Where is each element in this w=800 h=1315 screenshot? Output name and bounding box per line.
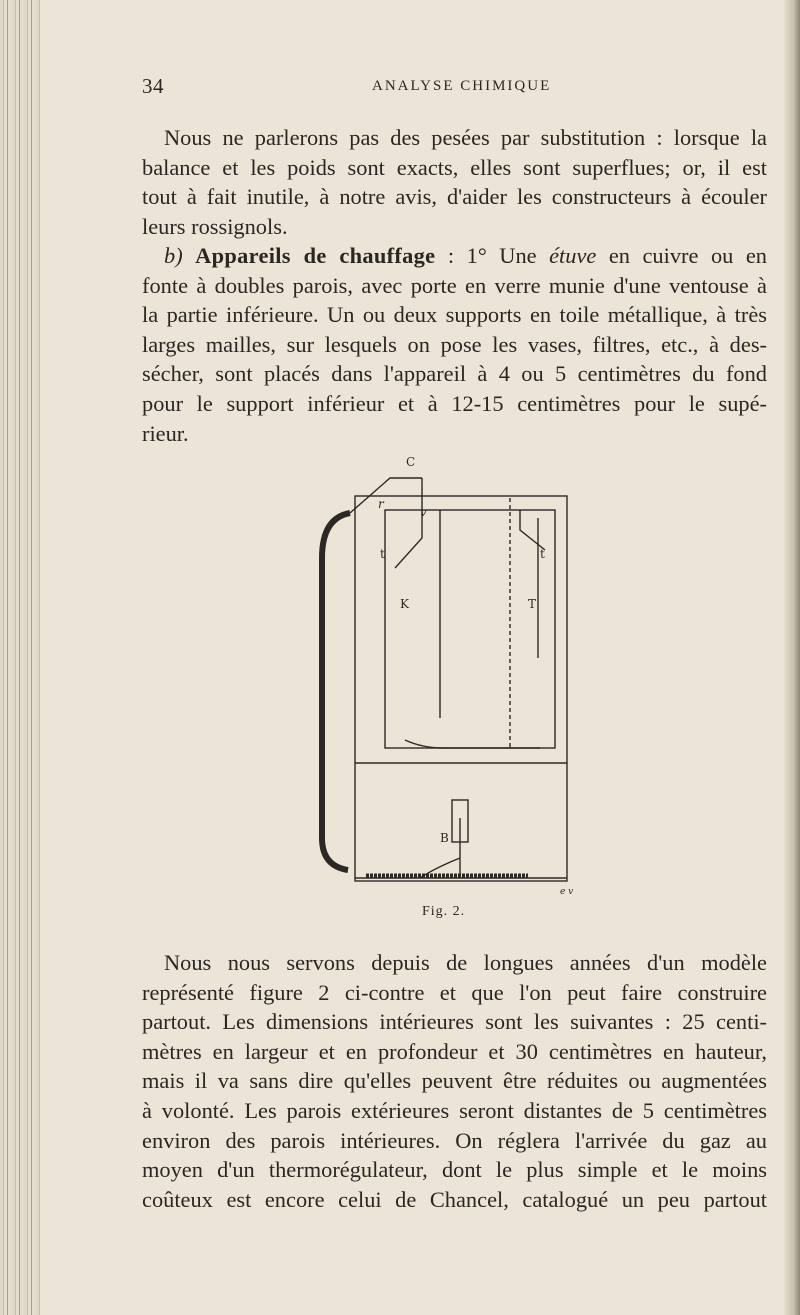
text-line: mètres en largeur et en profondeur et 30 centimètres en hauteur, [142, 1038, 767, 1064]
inner-chamber [385, 510, 555, 748]
text-line: Nous ne parlerons pas des pesées par substitution : lorsque la [164, 125, 767, 150]
text-line: fonte à doubles parois, avec porte en verre munie d'une ventouse à [142, 272, 767, 298]
text-line: leurs rossignols. [142, 213, 288, 239]
label-r: r [378, 497, 384, 511]
outer-wall [355, 496, 567, 881]
page-right-edge [784, 0, 800, 1315]
inner-bottom-curve [405, 740, 540, 748]
section-heading: Appareils de chauffage [195, 243, 436, 268]
text-line: la partie inférieure. Un ou deux supports en toile métallique, à très [142, 302, 767, 328]
label-K: K [400, 597, 409, 611]
label-t-left: t [380, 547, 385, 561]
text-line: sécher, sont placés dans l'appareil à 4 ou 5 centimètres du fond [142, 361, 767, 387]
text-line: balance et les poids sont exacts, elles sont superflues; or, il est [142, 154, 767, 180]
heading-line-rest: en cuivre ou en [596, 243, 767, 268]
text-line: moyen d'un thermorégulateur, dont le plus simple et le moins [142, 1157, 767, 1183]
text-line: mais il va sans dire qu'elles peuvent être réduites ou augmentées [142, 1068, 767, 1094]
text-line: tout à fait inutile, à notre avis, d'aider les constructeurs à écouler [142, 184, 767, 210]
label-B: B [440, 831, 449, 845]
text-line: Nous nous servons depuis de longues années d'un modèle [164, 950, 767, 975]
vent-right [520, 510, 545, 550]
text-line: pour le support inférieur et à 12-15 centimètres pour le supé- [142, 390, 767, 416]
text-line: partout. Les dimensions intérieures sont les suivantes : 25 centi- [142, 1009, 767, 1035]
text-line: larges mailles, sur lesquels on pose les vases, filtres, etc., à des- [142, 331, 767, 357]
text-line: à volonté. Les parois extérieures seront distantes de 5 centimètres [142, 1097, 767, 1123]
running-head: ANALYSE CHIMIQUE [372, 78, 552, 94]
page-number: 34 [142, 74, 164, 98]
text-line-heading [142, 241, 767, 271]
etuve-diagram [310, 418, 580, 896]
section-label: b) [164, 243, 183, 268]
label-ev: e v [560, 887, 574, 896]
figure-caption: Fig. 2. [422, 904, 466, 919]
term-etuve: étuve [549, 243, 597, 268]
label-t-right: t [540, 547, 545, 561]
gas-tube [322, 513, 350, 870]
heading-intro: : 1° Une [435, 243, 550, 268]
thermometer-tube-left [395, 478, 422, 568]
label-c: C [406, 455, 416, 469]
page-header [142, 74, 742, 100]
label-v: v [420, 505, 427, 519]
text-line: représenté figure 2 ci-contre et que l'on peut faire construire [142, 979, 767, 1005]
paragraph-1 [142, 123, 767, 241]
paragraph-3 [142, 948, 767, 1214]
page-binding-edge [0, 0, 40, 1315]
text-line: rieur. [142, 420, 189, 446]
label-T: T [528, 597, 537, 611]
text-line: environ des parois intérieures. On réglera l'arrivée du gaz au [142, 1127, 767, 1153]
text-line: coûteux est encore celui de Chancel, catalogué un peu partout [142, 1186, 767, 1212]
